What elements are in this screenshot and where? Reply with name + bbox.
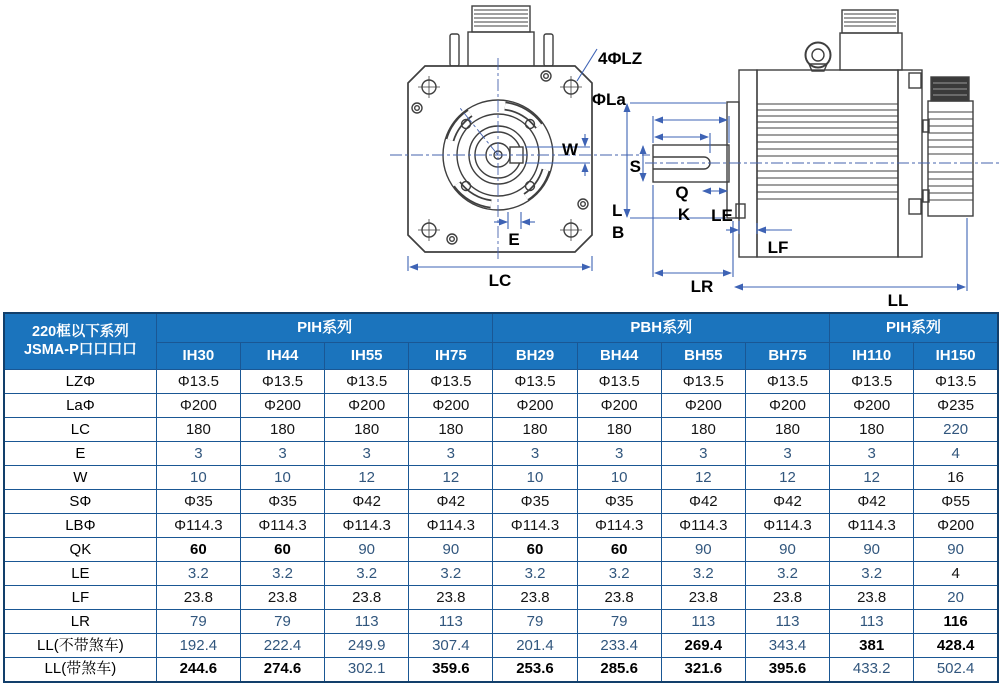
value-cell: Φ114.3	[240, 514, 324, 538]
value-cell: 113	[745, 610, 829, 634]
label-l: L	[612, 201, 623, 220]
value-cell: 233.4	[577, 634, 661, 658]
corner-header-line2: JSMA-P口口口口	[23, 341, 137, 358]
value-cell: 201.4	[493, 634, 577, 658]
value-cell: Φ114.3	[577, 514, 661, 538]
value-cell: 79	[577, 610, 661, 634]
value-cell: 502.4	[914, 658, 998, 682]
table-row	[4, 418, 998, 442]
value-cell: Φ200	[745, 394, 829, 418]
corner-header	[4, 313, 156, 370]
table-row	[4, 514, 998, 538]
column-header: BH44	[577, 343, 661, 370]
value-cell: 10	[156, 466, 240, 490]
value-cell: 23.8	[325, 586, 409, 610]
value-cell: 113	[661, 610, 745, 634]
value-cell: 23.8	[156, 586, 240, 610]
technical-drawing	[0, 0, 1002, 312]
row-label: LL(带煞车)	[4, 658, 156, 682]
table-row	[4, 586, 998, 610]
value-cell: 23.8	[409, 586, 493, 610]
row-label: QK	[4, 538, 156, 562]
value-cell: 3	[493, 442, 577, 466]
value-cell: Φ200	[325, 394, 409, 418]
value-cell: 12	[409, 466, 493, 490]
row-label: LaΦ	[4, 394, 156, 418]
value-cell: 23.8	[745, 586, 829, 610]
value-cell: Φ200	[156, 394, 240, 418]
column-header: BH29	[493, 343, 577, 370]
value-cell: 16	[914, 466, 998, 490]
value-cell: 3	[325, 442, 409, 466]
row-label: SΦ	[4, 490, 156, 514]
value-cell: 3	[156, 442, 240, 466]
value-cell: 222.4	[240, 634, 324, 658]
row-label: LL(不带煞车)	[4, 634, 156, 658]
eye-bolt-icon	[806, 43, 831, 72]
rear-connector	[923, 77, 973, 216]
value-cell: 90	[409, 538, 493, 562]
value-cell: 285.6	[577, 658, 661, 682]
label-q: Q	[675, 183, 689, 202]
value-cell: 23.8	[661, 586, 745, 610]
value-cell: 274.6	[240, 658, 324, 682]
value-cell: Φ13.5	[745, 370, 829, 394]
value-cell: 3.2	[493, 562, 577, 586]
table-group-header-row	[4, 313, 998, 343]
value-cell: 10	[240, 466, 324, 490]
value-cell: 4	[914, 442, 998, 466]
value-cell: 23.8	[240, 586, 324, 610]
value-cell: 253.6	[493, 658, 577, 682]
value-cell: Φ114.3	[661, 514, 745, 538]
value-cell: 12	[830, 466, 914, 490]
label-4phi-lz: 4ΦLZ	[598, 49, 643, 68]
value-cell: 180	[577, 418, 661, 442]
motor-side-view	[645, 10, 1000, 257]
value-cell: Φ200	[661, 394, 745, 418]
value-cell: 249.9	[325, 634, 409, 658]
value-cell: 10	[493, 466, 577, 490]
value-cell: Φ13.5	[577, 370, 661, 394]
value-cell: 3	[745, 442, 829, 466]
value-cell: 3.2	[156, 562, 240, 586]
label-lf: LF	[767, 238, 789, 257]
value-cell: Φ114.3	[325, 514, 409, 538]
label-b: B	[612, 223, 625, 242]
value-cell: 180	[156, 418, 240, 442]
label-s: S	[629, 157, 641, 176]
motor-body	[757, 70, 898, 257]
value-cell: 433.2	[830, 658, 914, 682]
value-cell: 381	[830, 634, 914, 658]
value-cell: 90	[745, 538, 829, 562]
value-cell: 4	[914, 562, 998, 586]
value-cell: Φ200	[830, 394, 914, 418]
value-cell: Φ13.5	[661, 370, 745, 394]
table-row	[4, 442, 998, 466]
value-cell: Φ55	[914, 490, 998, 514]
le-tab	[736, 204, 745, 218]
value-cell: 3	[830, 442, 914, 466]
value-cell: Φ114.3	[745, 514, 829, 538]
row-label: W	[4, 466, 156, 490]
value-cell: Φ13.5	[409, 370, 493, 394]
value-cell: Φ200	[493, 394, 577, 418]
value-cell: 180	[240, 418, 324, 442]
label-lr: LR	[690, 277, 714, 296]
corner-header-line1: 220框以下系列	[32, 324, 129, 341]
column-header: BH75	[745, 343, 829, 370]
value-cell: Φ200	[409, 394, 493, 418]
value-cell: 90	[830, 538, 914, 562]
value-cell: 90	[661, 538, 745, 562]
value-cell: Φ200	[914, 514, 998, 538]
value-cell: Φ13.5	[325, 370, 409, 394]
value-cell: 3	[577, 442, 661, 466]
value-cell: 3	[409, 442, 493, 466]
value-cell: 12	[745, 466, 829, 490]
value-cell: Φ114.3	[409, 514, 493, 538]
value-cell: Φ200	[240, 394, 324, 418]
column-header: IH150	[914, 343, 998, 370]
value-cell: 3.2	[745, 562, 829, 586]
table-row	[4, 490, 998, 514]
table-row	[4, 394, 998, 418]
label-lc: LC	[488, 271, 512, 290]
value-cell: 113	[325, 610, 409, 634]
value-cell: 60	[240, 538, 324, 562]
value-cell: 395.6	[745, 658, 829, 682]
value-cell: 3.2	[409, 562, 493, 586]
value-cell: 359.6	[409, 658, 493, 682]
value-cell: 180	[661, 418, 745, 442]
label-le: LE	[711, 206, 733, 225]
value-cell: Φ35	[493, 490, 577, 514]
value-cell: 180	[830, 418, 914, 442]
value-cell: 10	[577, 466, 661, 490]
value-cell: 428.4	[914, 634, 998, 658]
row-label: LR	[4, 610, 156, 634]
value-cell: Φ35	[156, 490, 240, 514]
row-label: LF	[4, 586, 156, 610]
value-cell: 79	[493, 610, 577, 634]
table-row	[4, 466, 998, 490]
table-row	[4, 562, 998, 586]
value-cell: Φ13.5	[493, 370, 577, 394]
column-header: IH30	[156, 343, 240, 370]
value-cell: 116	[914, 610, 998, 634]
value-cell: 302.1	[325, 658, 409, 682]
value-cell: Φ13.5	[914, 370, 998, 394]
label-w: W	[561, 140, 578, 159]
value-cell: 220	[914, 418, 998, 442]
value-cell: 321.6	[661, 658, 745, 682]
value-cell: Φ42	[661, 490, 745, 514]
value-cell: Φ35	[577, 490, 661, 514]
value-cell: 3.2	[661, 562, 745, 586]
value-cell: 3.2	[240, 562, 324, 586]
value-cell: 180	[745, 418, 829, 442]
value-cell: Φ200	[577, 394, 661, 418]
label-ll: LL	[887, 291, 909, 310]
value-cell: 79	[156, 610, 240, 634]
column-header: IH55	[325, 343, 409, 370]
column-header: BH55	[661, 343, 745, 370]
group-header-pbh: PBH系列	[493, 313, 830, 343]
value-cell: Φ42	[745, 490, 829, 514]
table-row	[4, 370, 998, 394]
value-cell: 23.8	[577, 586, 661, 610]
column-header: IH44	[240, 343, 324, 370]
value-cell: 192.4	[156, 634, 240, 658]
row-label: E	[4, 442, 156, 466]
value-cell: Φ42	[830, 490, 914, 514]
group-header-pih2: PIH系列	[830, 313, 998, 343]
row-label: LZΦ	[4, 370, 156, 394]
value-cell: 180	[493, 418, 577, 442]
table-row	[4, 658, 998, 682]
label-k: K	[677, 205, 691, 224]
value-cell: 79	[240, 610, 324, 634]
table-row	[4, 610, 998, 634]
value-cell: Φ114.3	[493, 514, 577, 538]
value-cell: Φ114.3	[156, 514, 240, 538]
column-header: IH110	[830, 343, 914, 370]
motor-front-view	[390, 6, 650, 262]
value-cell: 3	[240, 442, 324, 466]
row-label: LC	[4, 418, 156, 442]
label-e: E	[508, 230, 520, 249]
value-cell: 23.8	[830, 586, 914, 610]
value-cell: 113	[830, 610, 914, 634]
value-cell: Φ42	[409, 490, 493, 514]
value-cell: 90	[914, 538, 998, 562]
table-row	[4, 634, 998, 658]
value-cell: Φ13.5	[240, 370, 324, 394]
value-cell: 23.8	[493, 586, 577, 610]
value-cell: 60	[577, 538, 661, 562]
value-cell: 3	[661, 442, 745, 466]
front-connector-body	[468, 32, 534, 67]
value-cell: Φ13.5	[156, 370, 240, 394]
value-cell: 180	[325, 418, 409, 442]
dimension-table	[3, 312, 999, 683]
table-row	[4, 538, 998, 562]
value-cell: 60	[493, 538, 577, 562]
value-cell: 3.2	[830, 562, 914, 586]
row-label: LE	[4, 562, 156, 586]
value-cell: 60	[156, 538, 240, 562]
group-header-pih: PIH系列	[156, 313, 493, 343]
value-cell: 307.4	[409, 634, 493, 658]
value-cell: 3.2	[577, 562, 661, 586]
value-cell: 90	[325, 538, 409, 562]
value-cell: Φ235	[914, 394, 998, 418]
value-cell: 269.4	[661, 634, 745, 658]
top-connector	[840, 10, 902, 70]
label-phi-la: ΦLa	[592, 90, 626, 109]
value-cell: 20	[914, 586, 998, 610]
row-label: LBΦ	[4, 514, 156, 538]
value-cell: 3.2	[325, 562, 409, 586]
value-cell: 12	[325, 466, 409, 490]
value-cell: 180	[409, 418, 493, 442]
value-cell: Φ42	[325, 490, 409, 514]
value-cell: 244.6	[156, 658, 240, 682]
value-cell: 343.4	[745, 634, 829, 658]
column-header: IH75	[409, 343, 493, 370]
value-cell: Φ114.3	[830, 514, 914, 538]
shaft	[653, 145, 729, 182]
value-cell: 113	[409, 610, 493, 634]
value-cell: Φ35	[240, 490, 324, 514]
value-cell: Φ13.5	[830, 370, 914, 394]
value-cell: 12	[661, 466, 745, 490]
